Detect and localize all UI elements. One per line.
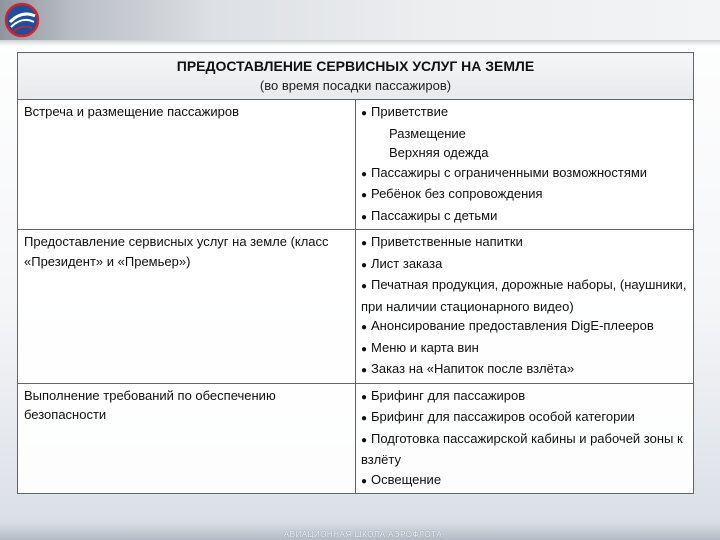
bullet-icon: ● <box>361 108 368 119</box>
table-header-cell <box>18 53 694 100</box>
bullet-icon: ● <box>361 322 368 333</box>
bullet-icon: ● <box>361 259 368 271</box>
items-cell <box>356 383 694 494</box>
table-header-row <box>18 53 694 100</box>
list-item: ● Заказ на «Напиток после взлёта» <box>361 359 689 381</box>
list-item: ● Освещение <box>361 470 689 492</box>
footer-text: АВИАЦИОННАЯ ШКОЛА АЭРОФЛОТА <box>283 530 443 539</box>
list-item: ● Пассажиры с детьми <box>361 206 689 228</box>
category-label: Выполнение требований по обеспечению безопасности <box>24 387 276 422</box>
bullet-icon: ● <box>361 434 368 446</box>
list-item: ● Анонсирование предоставления DigE-плееров <box>361 316 689 338</box>
category-cell <box>18 100 356 230</box>
bullet-icon: ● <box>361 475 368 487</box>
list-item: ● Приветствие <box>361 102 689 124</box>
list-item: ● Брифинг для пассажиров особой категории <box>361 407 689 429</box>
items-cell <box>356 230 694 384</box>
bullet-icon: ● <box>361 190 368 201</box>
list-item: ● Лист заказа <box>361 254 689 276</box>
bullet-icon: ● <box>361 413 368 424</box>
bullet-icon: ● <box>361 281 368 292</box>
bullet-icon: ● <box>361 365 368 376</box>
table-title: ПРЕДОСТАВЛЕНИЕ СЕРВИСНЫХ УСЛУГ НА ЗЕМЛЕ <box>176 58 535 74</box>
table-subtitle: (во время посадки пассажиров) <box>259 78 452 93</box>
category-cell <box>18 230 356 384</box>
list-item: ● Ребёнок без сопровождения <box>361 184 689 206</box>
list-item: ● Пассажиры с ограниченными возможностями <box>361 163 689 185</box>
list-item: Верхняя одежда <box>389 145 489 160</box>
bullet-icon: ● <box>361 391 368 403</box>
list-item: ● Печатная продукция, дорожные наборы, (наушники, при наличии стационарного видео) <box>361 277 687 314</box>
table-row <box>18 230 694 384</box>
bottom-bar <box>0 522 720 540</box>
list-item: ● Приветственные напитки <box>361 232 689 254</box>
aeroflot-globe-logo-icon <box>4 2 40 38</box>
services-table <box>17 52 694 494</box>
bullet-icon: ● <box>361 211 368 223</box>
list-item: ● Брифинг для пассажиров <box>361 386 689 408</box>
category-cell <box>18 383 356 494</box>
bullet-icon: ● <box>361 238 368 249</box>
table-row <box>18 100 694 230</box>
items-cell <box>356 100 694 230</box>
category-label: Предоставление сервисных услуг на земле (класс «Президент» и «Премьер») <box>24 234 329 269</box>
list-item: ● Подготовка пассажирской кабины и рабочей зоны к взлёту <box>361 430 683 467</box>
top-bar <box>0 0 720 40</box>
category-label: Встреча и размещение пассажиров <box>24 104 239 119</box>
bullet-icon: ● <box>361 168 368 180</box>
bullet-icon: ● <box>361 343 368 355</box>
list-item: Размещение <box>389 125 466 141</box>
list-item: ● Меню и карта вин <box>361 338 689 360</box>
table-row <box>18 383 694 494</box>
